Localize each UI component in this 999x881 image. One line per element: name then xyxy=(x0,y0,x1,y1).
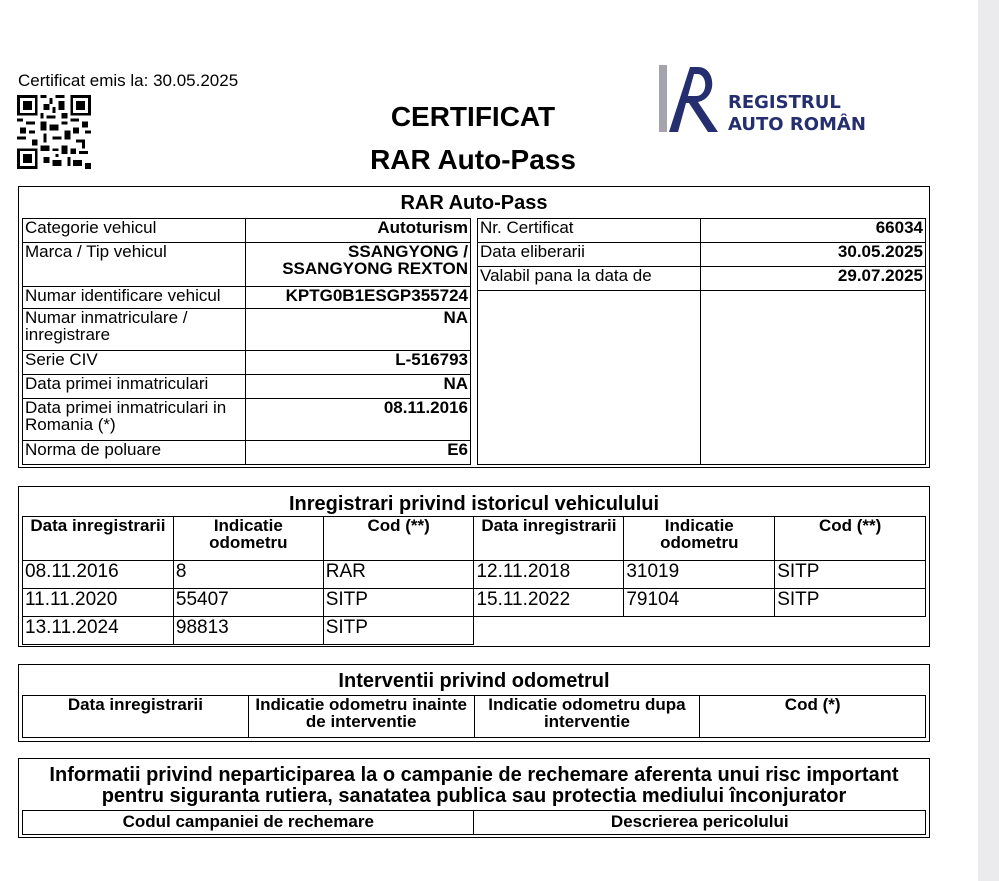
empty-cell xyxy=(701,291,926,465)
valid-until-value: 29.07.2025 xyxy=(701,267,926,291)
history-odometer: 98813 xyxy=(173,617,323,645)
history-date: 15.11.2022 xyxy=(474,589,624,617)
history-odometer: 8 xyxy=(173,561,323,589)
registration-number-value: NA xyxy=(246,309,471,351)
page-title: CERTIFICAT xyxy=(390,101,556,132)
page-edge xyxy=(978,0,999,881)
history-col-date-2: Data inregistrarii xyxy=(474,517,624,561)
table-row xyxy=(23,287,471,309)
table-row xyxy=(478,267,926,291)
vehicle-category-value: Autoturism xyxy=(246,219,471,243)
logo-mark-navy xyxy=(669,67,718,132)
registration-number-label: Numar inmatriculare / inregistrare xyxy=(23,309,246,351)
empty-cell xyxy=(775,617,926,645)
vin-label: Numar identificare vehicul xyxy=(23,287,246,309)
certificate-number-label: Nr. Certificat xyxy=(478,219,701,243)
interventions-col-after: Indicatie odometru dupa interventie xyxy=(474,696,700,738)
first-registration-romania-label: Data primei inmatriculari in Romania (*) xyxy=(23,399,246,441)
history-col-odometer: Indicatie odometru xyxy=(173,517,323,561)
recall-table xyxy=(22,810,926,835)
history-code: SITP xyxy=(775,561,926,589)
history-table xyxy=(22,516,926,645)
history-date: 12.11.2018 xyxy=(474,561,624,589)
empty-cell xyxy=(478,291,701,465)
table-row xyxy=(478,291,926,465)
table-row xyxy=(23,219,471,243)
table-row xyxy=(23,375,471,399)
table-row xyxy=(23,441,471,465)
first-registration-label: Data primei inmatriculari xyxy=(23,375,246,399)
vehicle-info-table xyxy=(22,218,471,465)
table-row xyxy=(23,351,471,375)
vin-value: KPTG0B1ESGP355724 xyxy=(246,287,471,309)
empty-cell xyxy=(624,617,775,645)
certificate-info-table xyxy=(477,218,926,465)
history-col-code-2: Cod (**) xyxy=(775,517,926,561)
table-row xyxy=(23,399,471,441)
interventions-table xyxy=(22,695,926,738)
table-row xyxy=(478,243,926,267)
issue-date-value: 30.05.2025 xyxy=(701,243,926,267)
civ-series-value: L-516793 xyxy=(246,351,471,375)
interventions-col-date: Data inregistrarii xyxy=(23,696,249,738)
history-date: 11.11.2020 xyxy=(23,589,174,617)
civ-series-label: Serie CIV xyxy=(23,351,246,375)
table-row xyxy=(478,219,926,243)
table-row xyxy=(23,309,471,351)
history-col-code: Cod (**) xyxy=(323,517,474,561)
history-odometer: 79104 xyxy=(624,589,775,617)
interventions-header-row xyxy=(23,696,926,738)
emission-standard-value: E6 xyxy=(246,441,471,465)
issue-date-label: Data eliberarii xyxy=(478,243,701,267)
interventions-section-title: Interventii privind odometrul xyxy=(338,670,610,692)
make-type-label: Marca / Tip vehicul xyxy=(23,243,246,287)
issued-date: Certificat emis la: 30.05.2025 xyxy=(18,71,239,90)
empty-cell xyxy=(474,617,624,645)
logo-mark-gray xyxy=(659,65,667,132)
history-date: 13.11.2024 xyxy=(23,617,174,645)
recall-section-title: Informatii privind neparticiparea la o campanie de rechemare aferenta unui risc important pentru siguranta rutiera, sanatatea publica sau protectia mediului înconjurator xyxy=(49,764,899,807)
logo-line-2: AUTO ROMÂN xyxy=(728,114,866,135)
history-code: SITP xyxy=(323,589,474,617)
history-col-odometer-2: Indicatie odometru xyxy=(624,517,775,561)
interventions-col-code: Cod (*) xyxy=(700,696,926,738)
history-code: SITP xyxy=(323,617,474,645)
recall-header-row xyxy=(23,811,926,835)
make-type-value: SSANGYONG / SSANGYONG REXTON xyxy=(246,243,471,287)
main-section-title: RAR Auto-Pass xyxy=(400,192,548,214)
vehicle-category-label: Categorie vehicul xyxy=(23,219,246,243)
qr-code-icon xyxy=(17,95,91,169)
page-subtitle: RAR Auto-Pass xyxy=(370,144,576,175)
history-section-title: Inregistrari privind istoricul vehiculului xyxy=(288,493,660,515)
interventions-col-before: Indicatie odometru inainte de interventie xyxy=(248,696,474,738)
certificate-number-value: 66034 xyxy=(701,219,926,243)
table-row xyxy=(23,617,926,645)
history-odometer: 31019 xyxy=(624,561,775,589)
table-row xyxy=(23,561,926,589)
logo-line-1: REGISTRUL xyxy=(728,92,841,113)
history-date: 08.11.2016 xyxy=(23,561,174,589)
history-col-date: Data inregistrarii xyxy=(23,517,174,561)
history-odometer: 55407 xyxy=(173,589,323,617)
recall-col-hazard-description: Descrierea pericolului xyxy=(474,811,926,835)
history-header-row xyxy=(23,517,926,561)
recall-col-campaign-code: Codul campaniei de rechemare xyxy=(23,811,474,835)
history-code: RAR xyxy=(323,561,474,589)
table-row xyxy=(23,589,926,617)
rar-logo xyxy=(656,62,871,136)
first-registration-romania-value: 08.11.2016 xyxy=(246,399,471,441)
emission-standard-label: Norma de poluare xyxy=(23,441,246,465)
table-row xyxy=(23,243,471,287)
first-registration-value: NA xyxy=(246,375,471,399)
valid-until-label: Valabil pana la data de xyxy=(478,267,701,291)
history-code: SITP xyxy=(775,589,926,617)
